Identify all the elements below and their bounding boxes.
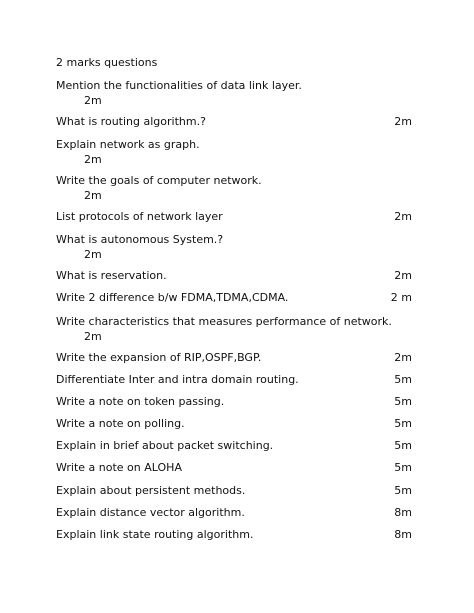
question-text: Differentiate Inter and intra domain routing. (56, 373, 299, 386)
question-marks: 2m (394, 351, 412, 364)
question-item (56, 79, 412, 113)
question-text: Explain about persistent methods. (56, 484, 246, 497)
question-item (56, 528, 412, 562)
question-text: Write a note on ALOHA (56, 461, 182, 474)
question-text: List protocols of network layer (56, 210, 223, 223)
question-text: Write the expansion of RIP,OSPF,BGP. (56, 351, 262, 364)
question-text: Explain link state routing algorithm. (56, 528, 254, 541)
question-text: Mention the functionalities of data link layer. (56, 79, 302, 92)
question-marks: 2 m (390, 291, 412, 304)
question-marks: 2m (394, 115, 412, 128)
question-marks: 5m (394, 417, 412, 430)
question-text: Write the goals of computer network. (56, 174, 262, 187)
question-item (56, 138, 412, 172)
question-text: Write a note on polling. (56, 417, 185, 430)
question-marks: 5m (394, 461, 412, 474)
question-text: What is autonomous System.? (56, 233, 224, 246)
page-heading: 2 marks questions (56, 56, 158, 69)
question-marks: 2m (84, 153, 102, 166)
question-marks: 2m (84, 94, 102, 107)
question-marks: 5m (394, 373, 412, 386)
question-item (56, 174, 412, 208)
question-text: Explain network as graph. (56, 138, 200, 151)
question-marks: 2m (84, 189, 102, 202)
question-marks: 5m (394, 439, 412, 452)
question-text: Write a note on token passing. (56, 395, 225, 408)
question-text: Write 2 difference b/w FDMA,TDMA,CDMA. (56, 291, 289, 304)
question-marks: 5m (394, 395, 412, 408)
question-marks: 2m (84, 330, 102, 343)
question-marks: 5m (394, 484, 412, 497)
question-item (56, 233, 412, 267)
question-item (56, 315, 412, 349)
question-marks: 2m (394, 269, 412, 282)
question-text: What is reservation. (56, 269, 167, 282)
question-text: Explain in brief about packet switching. (56, 439, 274, 452)
question-marks: 8m (394, 506, 412, 519)
question-marks: 2m (84, 248, 102, 261)
question-marks: 2m (394, 210, 412, 223)
question-text: Write characteristics that measures performance of network. (56, 315, 392, 328)
question-text: What is routing algorithm.? (56, 115, 206, 128)
question-text: Explain distance vector algorithm. (56, 506, 245, 519)
question-marks: 8m (394, 528, 412, 541)
